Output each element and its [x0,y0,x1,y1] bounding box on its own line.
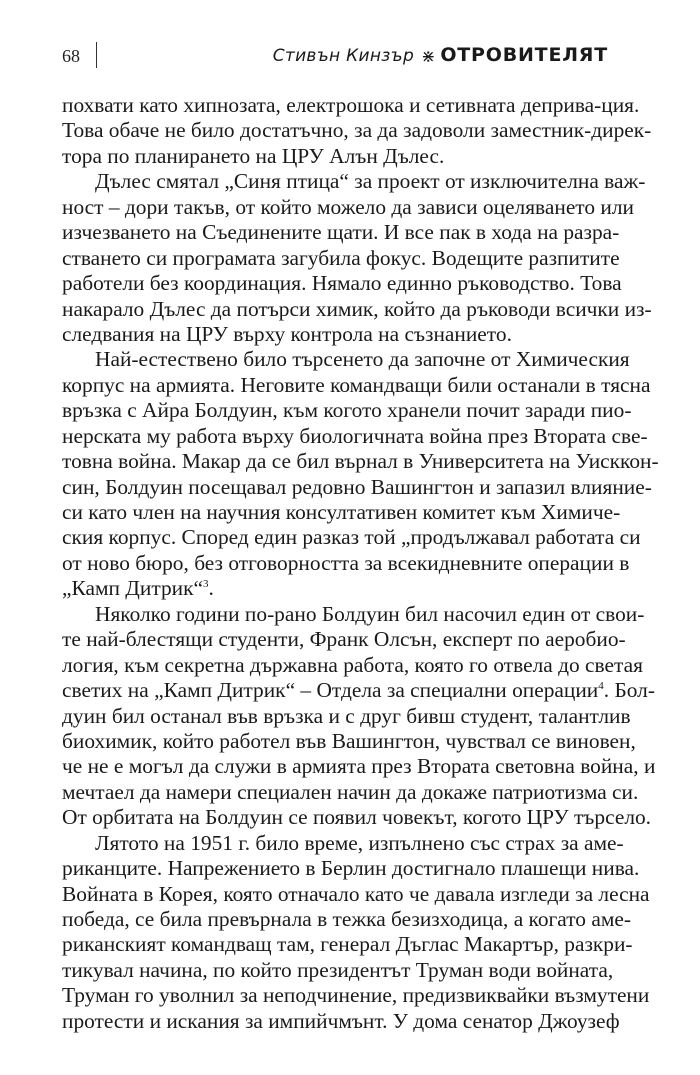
book-title: ОТРОВИТЕЛЯТ [440,44,608,66]
text-line: накарало Дълес да потърси химик, който да ръководи всички из- [62,296,652,321]
text-line: похвати като хипнозата, електрошока и сетивната деприва-ция. [62,93,640,117]
text-line: тикувал начина, по който президентът Труман води войната, [62,957,614,982]
footnote-ref-4: 4 [598,679,604,692]
text-line: работели без координация. Нямало единно ръководство. Това [62,271,622,296]
text-line: мечтаел да намери специален начин да докаже патриотизма си. [62,779,639,804]
text-line: товна война. Макар да се бил върнал в Университета на Уисккон- [62,449,659,474]
text-line: че не е могъл да служи в армията през Втората световна война, и [62,754,656,779]
paragraph-first-line: Най-естествено било търсенето да започне от Химическия [95,347,630,372]
text-line: Труман го уволнил за неподчинение, предизвиквайки възмутени [62,983,650,1008]
text-line: победа, се била превърнала в тежка безизходица, а когато аме- [62,907,632,931]
author-name: Стивън Кинзър [272,46,415,66]
text-line: Войната в Корея, която отначало като че давала изгледи за лесна [62,881,650,906]
paragraph-first-line: Няколко години по-рано Болдуин бил насочил един от свои- [95,601,645,626]
text-line: изчезването на Съединените щати. И все пак в хода на разра- [62,220,620,245]
text-line: логия, към секретна държавна работа, която го отвела до светая [62,652,643,677]
text-line: от ново бюро, без отговорността за всекидневните операции в [62,550,630,575]
body-text [62,93,659,1034]
text-line: биохимик, който работел във Вашингтон, чувствал се виновен, [62,728,636,753]
text-line [62,678,655,703]
text-line: От орбитата на Болдуин се появил човекът, когото ЦРУ търсело. [62,805,652,830]
text-line: ския корпус. Според един разказ той „продължавал работата си [62,525,641,550]
text-line: връзка с Айра Болдуин, към когото хранели почит заради пио- [62,398,632,423]
paragraph-first-line: Дълес смятал „Синя птица“ за проект от изключителна важ- [95,169,646,194]
text-line: корпус на армията. Неговите командващи били останали в тясна [62,372,651,397]
paragraph-first-line: Лятото на 1951 г. било време, изпълнено със страх за аме- [95,830,624,855]
text-line: дуин бил останал във връзка и с друг бивш студент, талантлив [62,703,631,728]
running-title [273,44,608,66]
text-fragment: . Бол- [603,678,655,703]
text-fragment: „Камп Дитрик“ [62,576,203,601]
text-line: те най-блестящи студенти, Франк Олсън, експерт по аеробио- [62,627,626,652]
text-line: риканският командващ там, генерал Дъглас Макартър, разкри- [62,932,633,957]
header-divider [96,42,97,68]
text-line: стването си програмата загубила фокус. Водещите разпитите [62,245,620,270]
text-line: Това обаче не било достатъчно, за да задоволи заместник-дирек- [62,118,652,143]
text-line: протести и искания за импийчмънт. У дома сенатор Джоузеф [62,1008,620,1033]
page-number: 68 [62,46,80,66]
footnote-ref-3: 3 [202,578,209,591]
text-line: нерската му работа върху биологичната война през Втората све- [62,423,648,448]
text-line: „Камп Дитрик“$^3$. [62,576,214,601]
text-line: си като член на научния консултативен комитет към Химиче- [62,500,621,524]
text-line: ност – дори такъв, от който можело да зависи оцеляването или [62,194,634,219]
text-line: тора по планирането на ЦРУ Алън Дълес. [62,143,445,168]
text-line: следвания на ЦРУ върху контрола на съзнанието. [62,321,512,346]
text-line: син, Болдуин посещавал редовно Вашингтон и запазил влияние- [62,474,652,499]
text-fragment: светих на „Камп Дитрик“ – Отдела за специални операции [62,678,599,703]
running-header [62,40,608,74]
ornament-icon: ⋇ [421,47,436,67]
text-line: риканците. Напрежението в Берлин достигнало плашещи нива. [62,856,640,881]
